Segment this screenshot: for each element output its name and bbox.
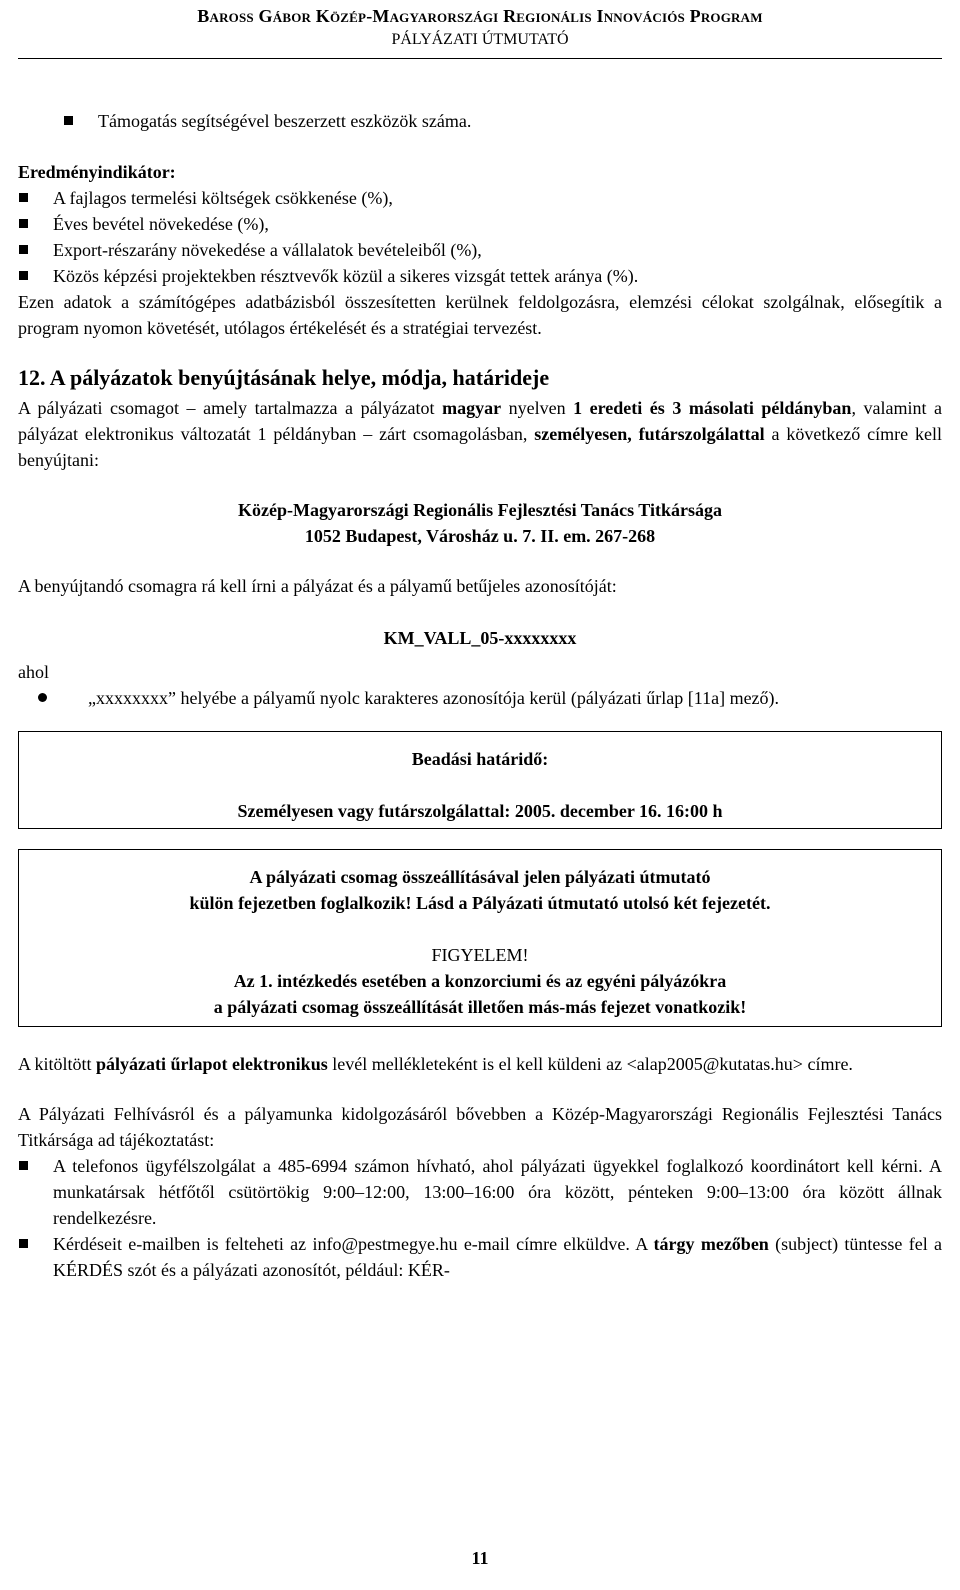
text-run: a következő címre kell benyújtani:	[18, 424, 942, 470]
list-item: A telefonos ügyfélszolgálat a 485-6994 számon hívható, ahol pályázati ügyekkel foglalkozó koordinátort kell kérni. A munkatársak hétfőtől csütörtökig 9:00‒12:00, 13:00‒16:00 óra között, pénteken 9:00‒13:00 óra között állnak rendelkezésre.	[18, 1153, 942, 1231]
list-item: Támogatás segítségével beszerzett eszközök száma.	[63, 108, 942, 134]
notice-line: a pályázati csomag összeállítását illetően más-más fejezet vonatkozik!	[213, 997, 747, 1017]
result-indicator-list	[18, 185, 942, 289]
result-indicator-label: Eredményindikátor:	[18, 162, 176, 182]
text-run: A pályázati csomagot ‒ amely tartalmazza a pályázatot	[18, 398, 443, 418]
info-list	[18, 1153, 942, 1283]
output-indicator-list	[18, 108, 942, 134]
bold-run: tárgy mezőben	[653, 1234, 769, 1254]
result-indicator-section	[18, 159, 942, 289]
bold-run: 1 eredeti és 3 másolati példányban	[573, 398, 852, 418]
document-subtitle: PÁLYÁZATI ÚTMUTATÓ	[391, 31, 569, 48]
text-run: Kérdéseit e-mailben is felteheti az info@pestmegye.hu e-mail címre elküldve. A	[53, 1234, 654, 1254]
list-item: Export-részarány növekedése a vállalatok bevételeiből (%),	[18, 237, 942, 263]
list-item: „xxxxxxxx” helyébe a pályamű nyolc karakteres azonosítója kerül (pályázati űrlap [11a] mező).	[18, 685, 942, 711]
header-divider	[18, 58, 942, 59]
text-run: nyelven	[501, 398, 574, 418]
page-content	[18, 108, 942, 1283]
list-item	[18, 1231, 942, 1283]
package-code: KM_VALL_05-xxxxxxxx	[383, 628, 577, 648]
text-run: levél mellékleteként is el kell küldeni az <alap2005@kutatas.hu> címre.	[327, 1054, 853, 1074]
notice-box	[18, 849, 942, 1027]
code-explanation-list	[18, 685, 942, 711]
text-run: (subject) tüntesse fel a KÉRDÉS szót és a pályázati azonosítót, például: KÉR-	[53, 1234, 943, 1280]
address-line: 1052 Budapest, Városház u. 7. II. em. 267-268	[304, 526, 656, 546]
info-intro: A Pályázati Felhívásról és a pályamunka kidolgozásáról bővebben a Közép-Magyarországi Regionális Fejlesztési Tanács Titkársága ad tájékoztatást:	[18, 1104, 942, 1150]
text-run: A kitöltött	[18, 1054, 97, 1074]
list-item: Közös képzési projektekben résztvevők közül a sikeres vizsgát tettek aránya (%).	[18, 263, 942, 289]
deadline-text: Személyesen vagy futárszolgálattal: 2005. december 16. 16:00 h	[237, 801, 723, 821]
page-number: 11	[471, 1548, 489, 1568]
label-instruction: A benyújtandó csomagra rá kell írni a pályázat és a pályamű betűjeles azonosítóját:	[18, 576, 617, 596]
attention-heading: FIGYELEM!	[431, 945, 529, 965]
list-item: Éves bevétel növekedése (%),	[18, 211, 942, 237]
electronic-submission-paragraph	[18, 1051, 942, 1077]
bold-run: személyesen, futárszolgálattal	[534, 424, 765, 444]
program-title: Baross Gábor Közép-Magyarországi Regionális Innovációs Program	[197, 6, 763, 26]
data-paragraph: Ezen adatok a számítógépes adatbázisból összesítetten kerülnek feldolgozásra, elemzési célokat szolgálnak, elősegítik a program nyomon követését, utólagos értékelését és a stratégiai tervezést.	[18, 292, 942, 338]
submission-paragraph	[18, 395, 942, 473]
notice-line: Az 1. intézkedés esetében a konzorciumi és az egyéni pályázókra	[233, 971, 727, 991]
bold-run: magyar	[442, 398, 502, 418]
address-line: Közép-Magyarországi Regionális Fejlesztési Tanács Titkársága	[238, 500, 722, 520]
submission-address	[18, 497, 942, 549]
deadline-box	[18, 731, 942, 829]
deadline-title: Beadási határidő:	[411, 749, 549, 769]
text-run: , valamint a pályázat elektronikus változatát 1 példányban ‒ zárt csomagolásban,	[18, 398, 942, 444]
bold-run: pályázati űrlapot elektronikus	[96, 1054, 328, 1074]
page-header	[0, 6, 960, 51]
list-item: A fajlagos termelési költségek csökkenése (%),	[18, 185, 942, 211]
notice-line: külön fejezetben foglalkozik! Lásd a Pályázati útmutató utolsó két fejezetét.	[189, 893, 771, 913]
where-label: ahol	[18, 662, 49, 682]
notice-line: A pályázati csomag összeállításával jelen pályázati útmutató	[249, 867, 711, 887]
section-title: 12. A pályázatok benyújtásának helye, módja, határideje	[18, 365, 550, 390]
